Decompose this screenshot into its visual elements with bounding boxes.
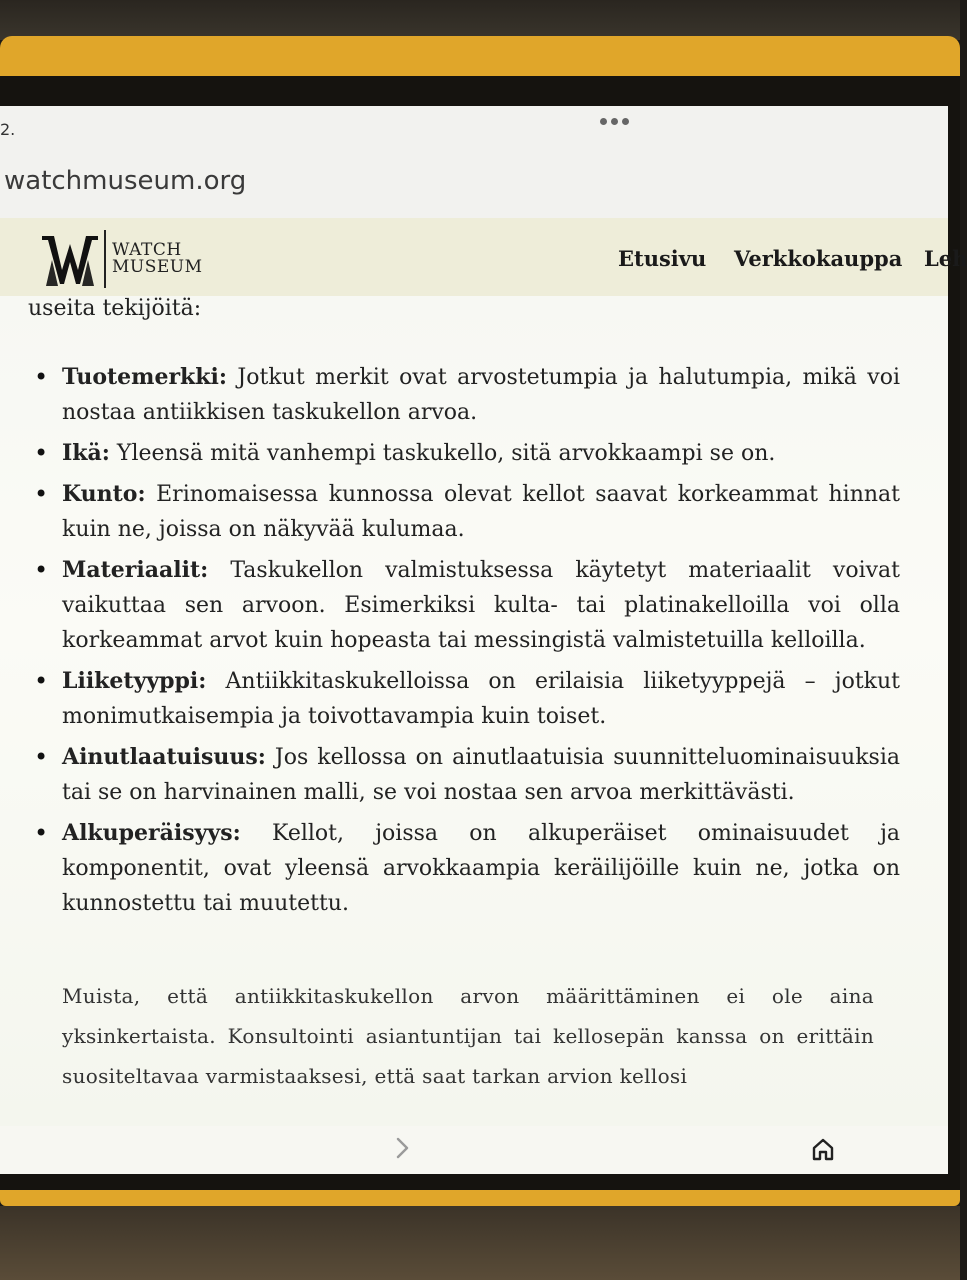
value-factors-list (30, 360, 900, 927)
status-bar (0, 106, 948, 146)
item-term: Kunto: (62, 481, 146, 507)
browser-toolbar (0, 1126, 948, 1174)
item-text: Kellot, joissa on alkuperäiset ominaisuudet ja komponentit, ovat yleensä arvokkaampia keräilijöille kuin ne, jotka on kunnostettu tai muutettu. (62, 821, 900, 916)
item-text: Antiikkitaskukelloissa on erilaisia liiketyyppejä – jotkut monimutkaisempia ja toivottavampia kuin toiset. (62, 669, 900, 729)
address-bar[interactable] (0, 146, 948, 218)
item-term: Liiketyyppi: (62, 668, 207, 694)
item-text: Jotkut merkit ovat arvostetumpia ja halutumpia, mikä voi nostaa antiikkisen taskukellon arvoa. (62, 365, 900, 425)
item-term: Ikä: (62, 440, 110, 466)
list-item (30, 664, 900, 734)
list-item (30, 553, 900, 658)
logo-divider (104, 230, 106, 288)
item-text: Taskukellon valmistuksessa käytetyt materiaalit voivat vaikuttaa sen arvoon. Esimerkiksi kulta- tai platinakelloilla voi olla korkeammat arvot kuin hopeasta tai messingistä valmistetuilla kelloilla. (62, 558, 900, 653)
home-icon[interactable] (810, 1136, 836, 1162)
dot-icon (622, 118, 629, 125)
photo-background-bottom (0, 1206, 960, 1280)
item-term: Materiaalit: (62, 557, 209, 583)
dot-icon (611, 118, 618, 125)
closing-paragraph: Muista, että antiikkitaskukellon arvon määrittäminen ei ole aina yksinkertaista. Konsultointi asiantuntijan tai kellosepän kanssa on erittäin suositeltavaa varmistaaksesi, että saat tarkan arvion kellosi (62, 984, 874, 1088)
item-text: Erinomaisessa kunnossa olevat kellot saavat korkeammat hinnat kuin ne, joissa on näkyvää kulumaa. (62, 482, 900, 542)
item-term: Ainutlaatuisuus: (62, 744, 266, 770)
item-term: Alkuperäisyys: (62, 820, 241, 846)
url-text[interactable]: watchmuseum.org (4, 166, 247, 196)
intro-text: useita tekijöitä: (28, 296, 202, 321)
item-text: Yleensä mitä vanhempi taskukello, sitä arvokkaampi se on. (109, 441, 776, 466)
list-item (30, 360, 900, 430)
nav-verkkokauppa[interactable]: Verkkokauppa (734, 246, 903, 271)
photo-background-top (0, 0, 960, 40)
watch-museum-logo-icon[interactable] (40, 230, 100, 290)
item-term: Tuotemerkki: (62, 364, 228, 390)
list-item (30, 477, 900, 547)
dot-icon (600, 118, 607, 125)
logo-line-2: MUSEUM (112, 257, 203, 277)
logo-wordmark[interactable] (112, 242, 203, 276)
list-item (30, 740, 900, 810)
tablet-screen (0, 106, 967, 1174)
article-content (0, 296, 948, 1136)
chevron-right-icon[interactable] (390, 1136, 414, 1160)
nav-etusivu[interactable]: Etusivu (618, 246, 707, 271)
list-item (30, 816, 900, 921)
multitask-handle[interactable] (600, 118, 629, 125)
status-text: 2. (0, 120, 16, 139)
list-item (30, 436, 900, 471)
logo-line-1: WATCH (112, 240, 182, 260)
item-text: Jos kellossa on ainutlaatuisia suunnitteluominaisuuksia tai se on harvinainen malli, se voi nostaa sen arvoa merkittävästi. (62, 745, 900, 805)
nav-lehti[interactable]: Leh (924, 246, 967, 271)
site-header (0, 218, 967, 297)
